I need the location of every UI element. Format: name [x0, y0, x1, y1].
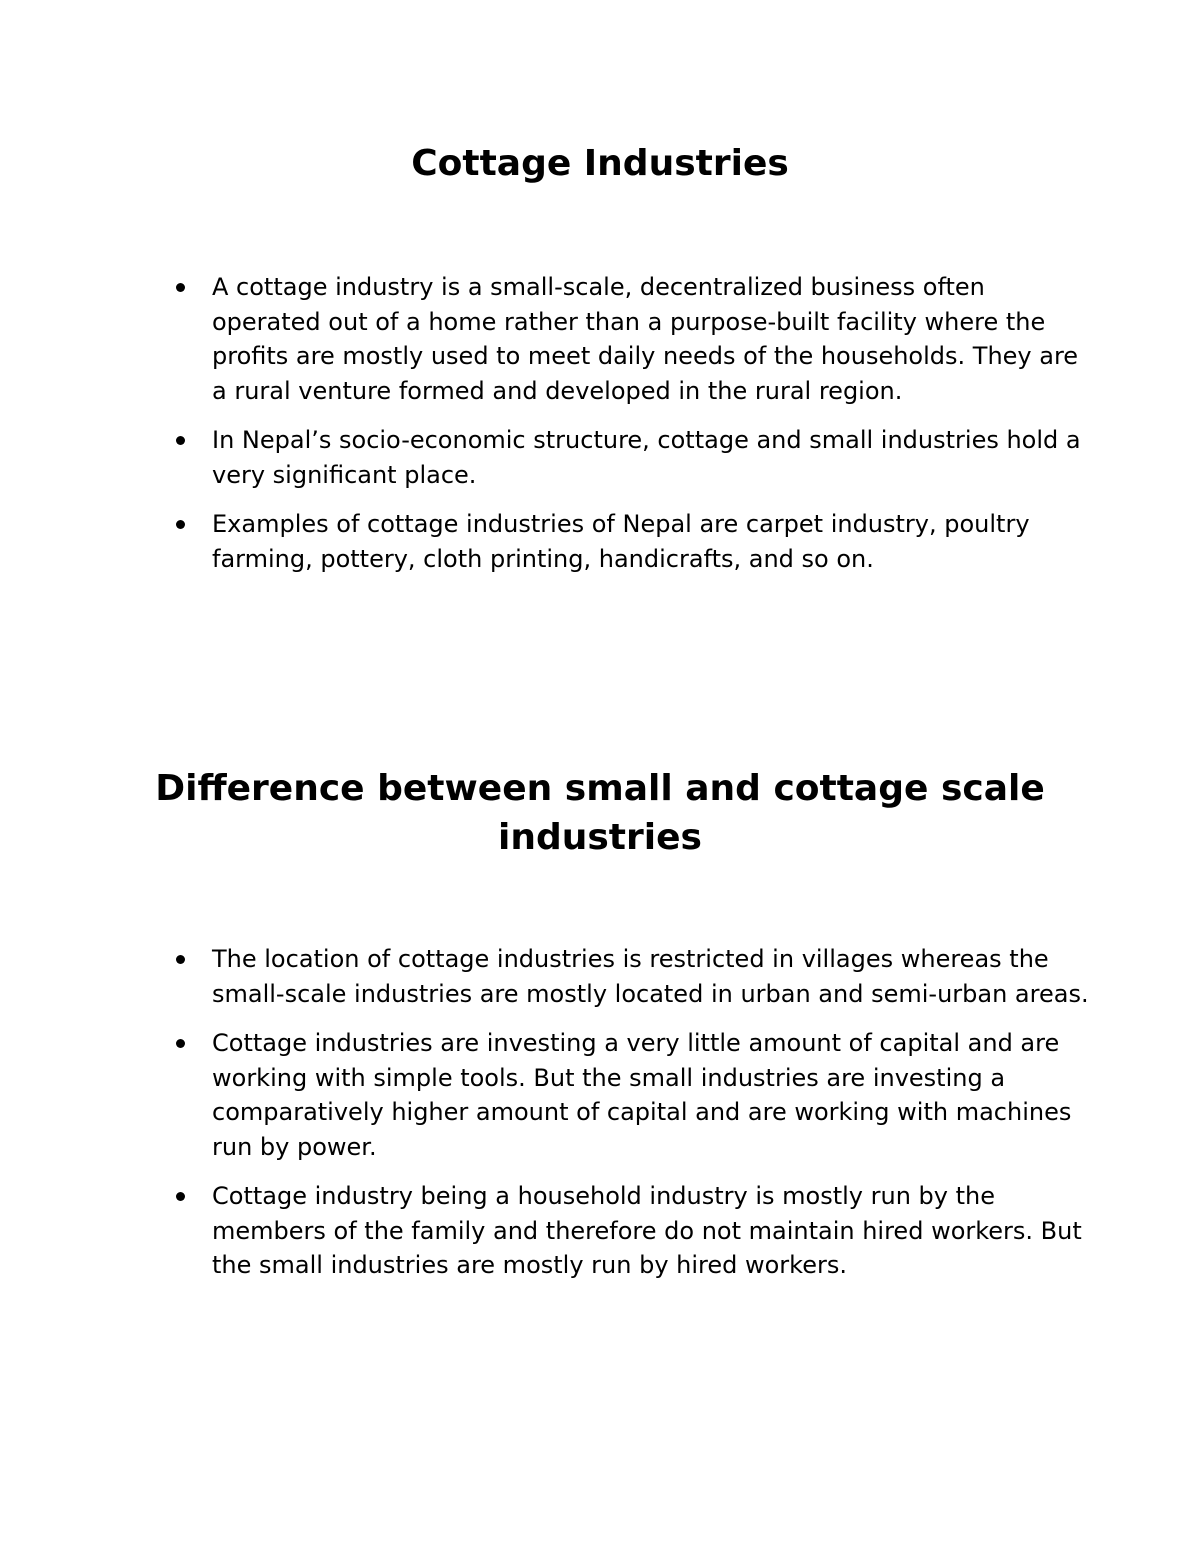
list-item-text: Cottage industries are investing a very little amount of capital and are working with simple tools. But the small industries are investing a comparatively higher amount of capital and are working with machines run by power.: [212, 1029, 1072, 1161]
list-item-text: A cottage industry is a small-scale, decentralized business often operated out of a home rather than a purpose-built facility where the profits are mostly used to meet daily needs of the households. They are a rural venture formed and developed in the rural region.: [212, 273, 1079, 405]
bullet-icon: [176, 283, 185, 292]
difference-list: [212, 942, 1092, 1298]
bullet-icon: [176, 520, 185, 529]
cottage-industries-list: [212, 270, 1092, 591]
section-title-difference: Difference between small and cottage scale industries: [155, 768, 1045, 858]
section-title-cottage-industries: Cottage Industries: [411, 143, 789, 184]
list-item-text: Examples of cottage industries of Nepal are carpet industry, poultry farming, pottery, cloth printing, handicrafts, and so on.: [212, 510, 1030, 573]
list-item: [212, 1179, 1092, 1283]
list-item-text: The location of cottage industries is restricted in villages whereas the small-scale industries are mostly located in urban and semi-urban areas.: [212, 945, 1089, 1008]
bullet-icon: [176, 436, 185, 445]
list-item: [212, 942, 1092, 1011]
list-item: [212, 1026, 1092, 1164]
list-item-text: In Nepal’s socio-economic structure, cottage and small industries hold a very significant place.: [212, 426, 1081, 489]
bullet-icon: [176, 1039, 185, 1048]
bullet-icon: [176, 955, 185, 964]
bullet-icon: [176, 1192, 185, 1201]
list-item: [212, 507, 1092, 576]
list-item: [212, 270, 1092, 408]
list-item-text: Cottage industry being a household industry is mostly run by the members of the family and therefore do not maintain hired workers. But the small industries are mostly run by hired workers.: [212, 1182, 1082, 1279]
list-item: [212, 423, 1092, 492]
